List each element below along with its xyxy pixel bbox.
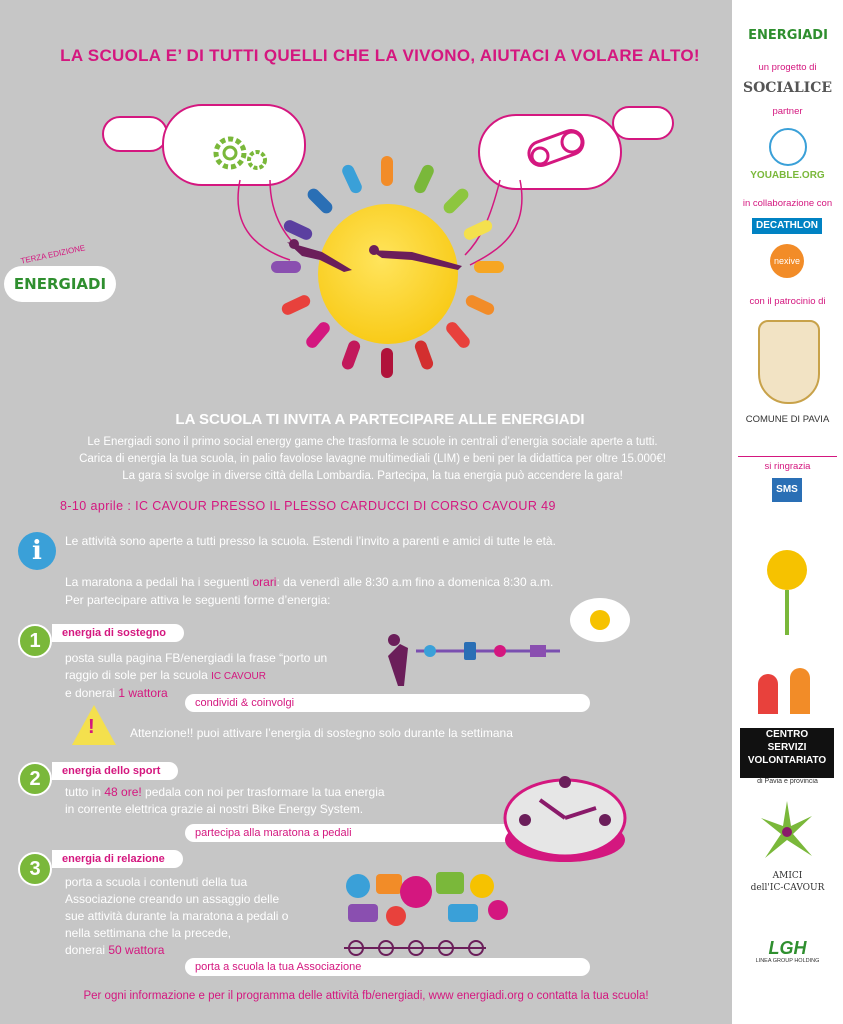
step-3-badge: 3 (18, 852, 52, 886)
amici-line: dell'IC-CAVOUR (750, 883, 825, 893)
step-1-badge: 1 (18, 624, 52, 658)
step-3-line: nella settimana che la precede, (65, 926, 232, 940)
step-1-line: posta sulla pagina FB/energiadi la frase “porto un (65, 651, 328, 665)
step-3-bar: porta a scuola la tua Associazione (185, 958, 590, 976)
event-line: 8-10 aprile : IC CAVOUR PRESSO IL PLESSO CARDUCCI DI CORSO CAVOUR 49 (60, 499, 556, 513)
sun-ray (381, 348, 393, 378)
intro-line: Le Energiadi sono il primo social energy game che trasforma le scuole in centrali d’energia sociale aperte a tutti. (87, 436, 658, 448)
sun-ray (381, 156, 393, 186)
cloud-small-right (612, 106, 674, 140)
lgh-logo: LGH (768, 938, 807, 958)
project-label: un progetto di (758, 62, 817, 73)
marathon-post: : da venerdì alle 8:30 a.m fino a domenica 8:30 a.m. (276, 575, 554, 589)
csv-sub: di Pavia e provincia (757, 778, 818, 785)
section-title: LA SCUOLA TI INVITA A PARTECIPARE ALLE ENERGIADI (175, 411, 585, 428)
step-2-hours: 48 ore! (104, 785, 142, 799)
step-3-line: sue attività durante la maratona a pedali o (65, 909, 289, 923)
school-flower-icon (752, 540, 822, 640)
amici-label (732, 870, 843, 894)
csv-figures-icon (750, 664, 824, 720)
step-2-line: pedala con noi per trasformare la tua energia (141, 785, 385, 799)
step-1-line: e donerai (65, 686, 119, 700)
speech-bubbles-icon (336, 864, 512, 960)
sms-logo: SMS (772, 478, 802, 502)
step-3-line: Associazione creando un assaggio delle (65, 892, 280, 906)
thanks-label: si ringrazia (764, 461, 811, 472)
nexive-logo: nexive (770, 244, 804, 278)
sun-ray (444, 320, 472, 351)
intro-line: Carica di energia la tua scuola, in palio favolose lavagne multimediali (LIM) e beni per la didattica per oltre 15.000€! (79, 453, 666, 465)
flying-figures-icon (282, 232, 472, 282)
sponsor-sidebar (732, 0, 843, 1024)
divider (738, 456, 837, 457)
bike-clock-icon (500, 770, 630, 866)
social-chain-icon (380, 596, 640, 696)
step-3-title: energia di relazione (52, 850, 183, 868)
step-1-line: raggio di sole per la scuola (65, 668, 212, 682)
csv-line: SERVIZI (767, 742, 807, 753)
headline: LA SCUOLA E’ DI TUTTI QUELLI CHE LA VIVONO, AIUTACI A VOLARE ALTO! (60, 46, 700, 65)
step-2-line: tutto in (65, 785, 105, 799)
star-burst-icon (757, 796, 817, 866)
warning-text: Attenzione!! puoi attivare l’energia di sostegno solo durante la settimana (130, 726, 513, 740)
cloud-small-left (102, 116, 168, 152)
step-2-title: energia dello sport (52, 762, 178, 780)
step-1-bar: condividi & coinvolgi (185, 694, 590, 712)
step-3-text (65, 874, 288, 959)
step-1-title: energia di sostegno (52, 624, 184, 642)
marathon-line (65, 574, 553, 591)
collab-label: in collaborazione con (742, 198, 833, 209)
info-icon: i (18, 532, 56, 570)
csv-logo (740, 728, 834, 778)
step-1-watt: 1 wattora (118, 686, 168, 700)
energiadi-logo-small: ENERGIADI (748, 28, 828, 43)
step-3-watt: 50 wattora (108, 943, 165, 957)
step-3-line: porta a scuola i contenuti della tua (65, 875, 248, 889)
intro-line: La gara si svolge in diverse città della Lombardia. Partecipa, la tua energia può accendere la gara! (122, 470, 623, 482)
socialice-logo: SOCIALICE (742, 80, 833, 96)
step-3-line: donerai (65, 943, 109, 957)
intro-text (20, 434, 725, 485)
step-2-text (65, 784, 385, 818)
comune-crest-icon (758, 320, 820, 404)
decathlon-logo: DECATHLON (752, 218, 822, 234)
csv-line: CENTRO (765, 729, 809, 740)
edition-label: TERZA EDIZIONE (19, 243, 87, 266)
marathon-highlight: orari (252, 575, 277, 589)
amici-line: AMICI (772, 871, 803, 881)
step-1-school: IC CAVOUR (211, 671, 266, 682)
energiadi-logo (4, 266, 116, 302)
youable-logo: YOUABLE.ORG (750, 170, 825, 181)
partner-label: partner (772, 106, 803, 117)
marathon-pre: La maratona a pedali ha i seguenti (65, 575, 253, 589)
patronage-label: con il patrocinio di (749, 296, 826, 307)
footer-text: Per ogni informazione e per il programma delle attività fb/energiadi, www energiadi.org o contatta la tua scuola! (83, 990, 649, 1002)
lgh-sub: LINEA GROUP HOLDING (755, 958, 820, 964)
youable-icon (769, 128, 807, 166)
sun-ray (304, 320, 332, 351)
sun-ray (413, 339, 435, 371)
sun-ray (474, 261, 504, 273)
warning-mark: ! (88, 716, 95, 738)
energiadi-logo-text: ENERGIADI (13, 275, 107, 293)
sun-ray (280, 293, 312, 317)
participate-line: Per partecipare attiva le seguenti forme d’energia: (65, 593, 331, 607)
sun-ray (464, 293, 496, 317)
step-2-bar: partecipa alla maratona a pedali (185, 824, 530, 842)
info-line: Le attività sono aperte a tutti presso la scuola. Estendi l’invito a parenti e amici di tutte le età. (65, 534, 556, 548)
sun-ray (340, 339, 362, 371)
csv-line: VOLONTARIATO (747, 755, 827, 766)
comune-label: COMUNE DI PAVIA (745, 414, 830, 425)
step-2-badge: 2 (18, 762, 52, 796)
step-2-line: in corrente elettrica grazie ai nostri Bike Energy System. (65, 802, 364, 816)
bike-chain-icon (520, 124, 590, 174)
